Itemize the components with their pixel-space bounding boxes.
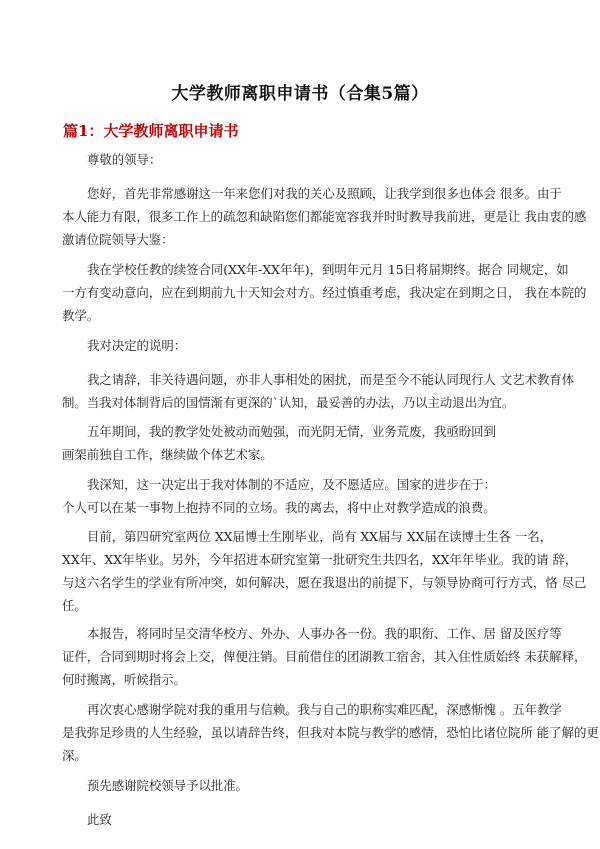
salutation [62, 148, 540, 171]
paragraph-line: 任。 [62, 598, 87, 613]
paragraph-contract [62, 258, 587, 327]
salutation-text: 尊敬的领导： [87, 152, 162, 167]
paragraph-line: 我深知，这一决定出于我对体制的不适应，及不愿适应。国家的进步在于： [87, 477, 496, 492]
paragraph-line: 个人可以在某一事物上抱持不同的立场。我的离去，将中止对教学造成的浪费。 [62, 500, 496, 515]
paragraph-line: 激请位院领导大鉴： [62, 232, 174, 247]
paragraph-closing [62, 808, 540, 831]
paragraph-line: 何时搬离，听候指示。 [62, 672, 186, 687]
paragraph-students [62, 525, 587, 617]
paragraph-report [62, 622, 587, 691]
paragraph-line: 我对决定的说明： [87, 338, 187, 353]
paragraph-line: 教学。 [62, 308, 100, 323]
paragraph-decision [62, 473, 540, 519]
paragraph-greeting [62, 182, 587, 251]
paragraph-line: 画架前独自工作，继续做个体艺术家。 [62, 447, 273, 462]
paragraph-line: 我之请辞，非关待遇问题，亦非人事相处的困扰，而是至今不能认同现行人 文艺术教育体 [87, 372, 575, 387]
paragraph-line: 制。当我对体制背后的国情渐有更深的`认知，最妥善的办法，乃以主动退出为宜。 [62, 395, 515, 410]
document-title: 大学教师离职申请书（合集5篇） [171, 84, 429, 104]
paragraph-explanation-heading [62, 334, 540, 357]
paragraph-line: 证件，合同到期时将会上交，俾便注销。目前借住的团湖教工宿舍，其入住性质始终 未获解释， [62, 649, 587, 664]
paragraph-line: 此致 [87, 812, 112, 827]
paragraph-reason [62, 368, 575, 414]
paragraph-five-years [62, 420, 540, 466]
paragraph-line: 深。 [62, 748, 87, 763]
paragraph-line: 您好，首先非常感谢这一年来您们对我的关心及照顾，让我学到很多也体会 很多。由于 [87, 186, 562, 201]
section-heading: 篇1：大学教师离职申请书 [63, 122, 239, 140]
paragraph-line: XX年、XX年毕业。另外，今年招进本研究室第一批研究生共四名，XX年年毕业。我的请 辞， [62, 552, 578, 567]
paragraph-thanks [62, 698, 599, 767]
paragraph-line: 一方有变动意向，应在到期前九十天知会对方。经过慎重考虑，我决定在到期之日， 我在本院的 [62, 285, 587, 300]
paragraph-line: 本人能力有限，很多工作上的疏忽和缺陷您们都能宽容我并时时教导我前进，更是让 我由衷的感 [62, 209, 587, 224]
paragraph-line: 与这六名学生的学业有所冲突，如何解决，愿在我退出的前提下，与领导协商可行方式，恪 尽己 [62, 575, 587, 590]
paragraph-line: 再次衷心感谢学院对我的重用与信赖。我与自己的职称实难匹配，深感惭愧 。五年教学 [87, 702, 562, 717]
paragraph-line: 我在学校任教的续签合同(XX年-XX年年)，到明年元月 15日将届期终。据合 同规定，如 [87, 262, 569, 277]
paragraph-approval [62, 774, 540, 797]
paragraph-line: 目前，第四研究室两位 XX届博士生刚毕业，尚有 XX届与 XX届在读博士生各 一名， [87, 529, 553, 544]
paragraph-line: 五年期间，我的教学处处被动而勉强，而光阴无情，业务荒废，我亟盼回到 [87, 424, 496, 439]
paragraph-line: 是我弥足珍贵的人生经验，虽以请辞告终，但我对本院与教学的感情，恐怕比诸位院所 能了解的更 [62, 725, 599, 740]
paragraph-line: 本报告，将同时呈交清华校方、外办、人事办各一份。我的职衔、工作、居 留及医疗等 [87, 626, 562, 641]
paragraph-line: 预先感谢院校领导予以批准。 [87, 778, 249, 793]
